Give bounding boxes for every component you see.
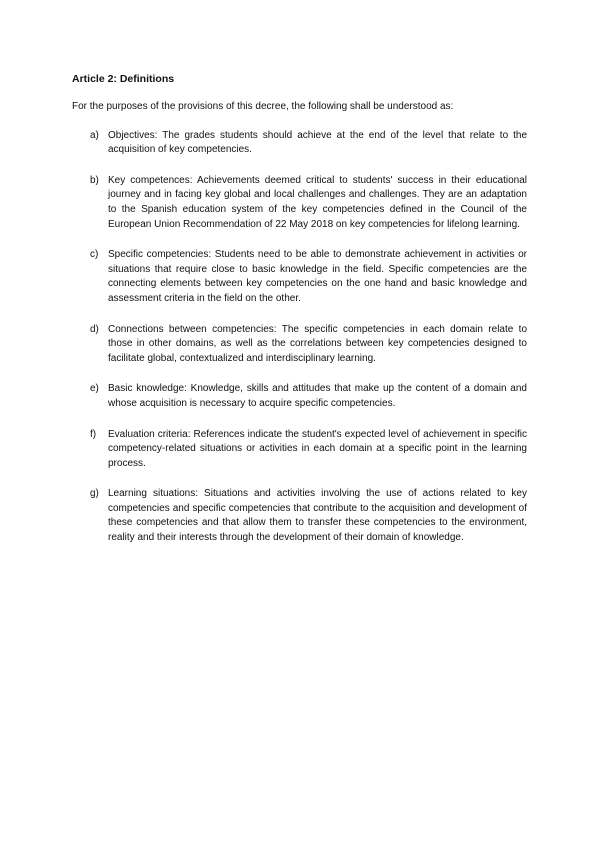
article-heading: Article 2: Definitions	[72, 73, 175, 85]
definition-item-learning-situations	[72, 487, 527, 545]
list-marker: f)	[90, 428, 97, 440]
list-marker: e)	[90, 383, 99, 395]
definition-text: Objectives: The grades students should achieve at the end of the level that relate to the acquisition of key competencies.	[108, 129, 527, 156]
definition-text: Learning situations: Situations and activities involving the use of actions related to key competencies and specific competencies that contribute to the acquisition and development of these competencies and that allow them to transfer these competencies to the environment, reality and their interests through the development of their domain of knowledge.	[108, 488, 527, 544]
definition-item-evaluation-criteria	[72, 428, 527, 472]
list-marker: a)	[90, 129, 99, 141]
definitions-list	[72, 129, 527, 546]
definition-text: Key competences: Achievements deemed critical to students' success in their educational journey and in facing key global and local challenges and challenges. They are an adaptation to the Spanish education system of the key competencies defined in the Council of the European Union Recommendation of 22 May 2018 on key competencies for lifelong learning.	[108, 174, 527, 230]
definition-item-connections	[72, 323, 527, 367]
definition-item-basic-knowledge	[72, 382, 527, 411]
definition-text: Specific competencies: Students need to be able to demonstrate achievement in activities or situations that require close to basic knowledge in the field. Specific competencies are the connecting elements between key competencies on the one hand and basic knowledge and assessment criteria in the field on the other.	[108, 249, 527, 304]
definition-item-specific-competencies	[72, 248, 527, 306]
definition-item-objectives	[72, 129, 527, 158]
list-marker: b)	[90, 174, 99, 186]
list-marker: c)	[90, 249, 99, 261]
definition-text: Connections between competencies: The specific competencies in each domain relate to those in other domains, as well as the correlations between key competencies designed to facilitate global, contextualized and interdisciplinary learning.	[108, 323, 527, 364]
list-marker: g)	[90, 488, 99, 500]
document-body	[72, 72, 527, 562]
list-marker: d)	[90, 323, 99, 335]
definition-text: Basic knowledge: Knowledge, skills and attitudes that make up the content of a domain and whose acquisition is necessary to acquire specific competencies.	[108, 383, 527, 409]
definition-item-key-competences	[72, 174, 527, 232]
definition-text: Evaluation criteria: References indicate the student's expected level of achievement in specific competency-related situations or activities in each domain at a specific point in the learning process.	[108, 428, 527, 469]
intro-paragraph: For the purposes of the provisions of this decree, the following shall be understood as:	[72, 101, 454, 112]
